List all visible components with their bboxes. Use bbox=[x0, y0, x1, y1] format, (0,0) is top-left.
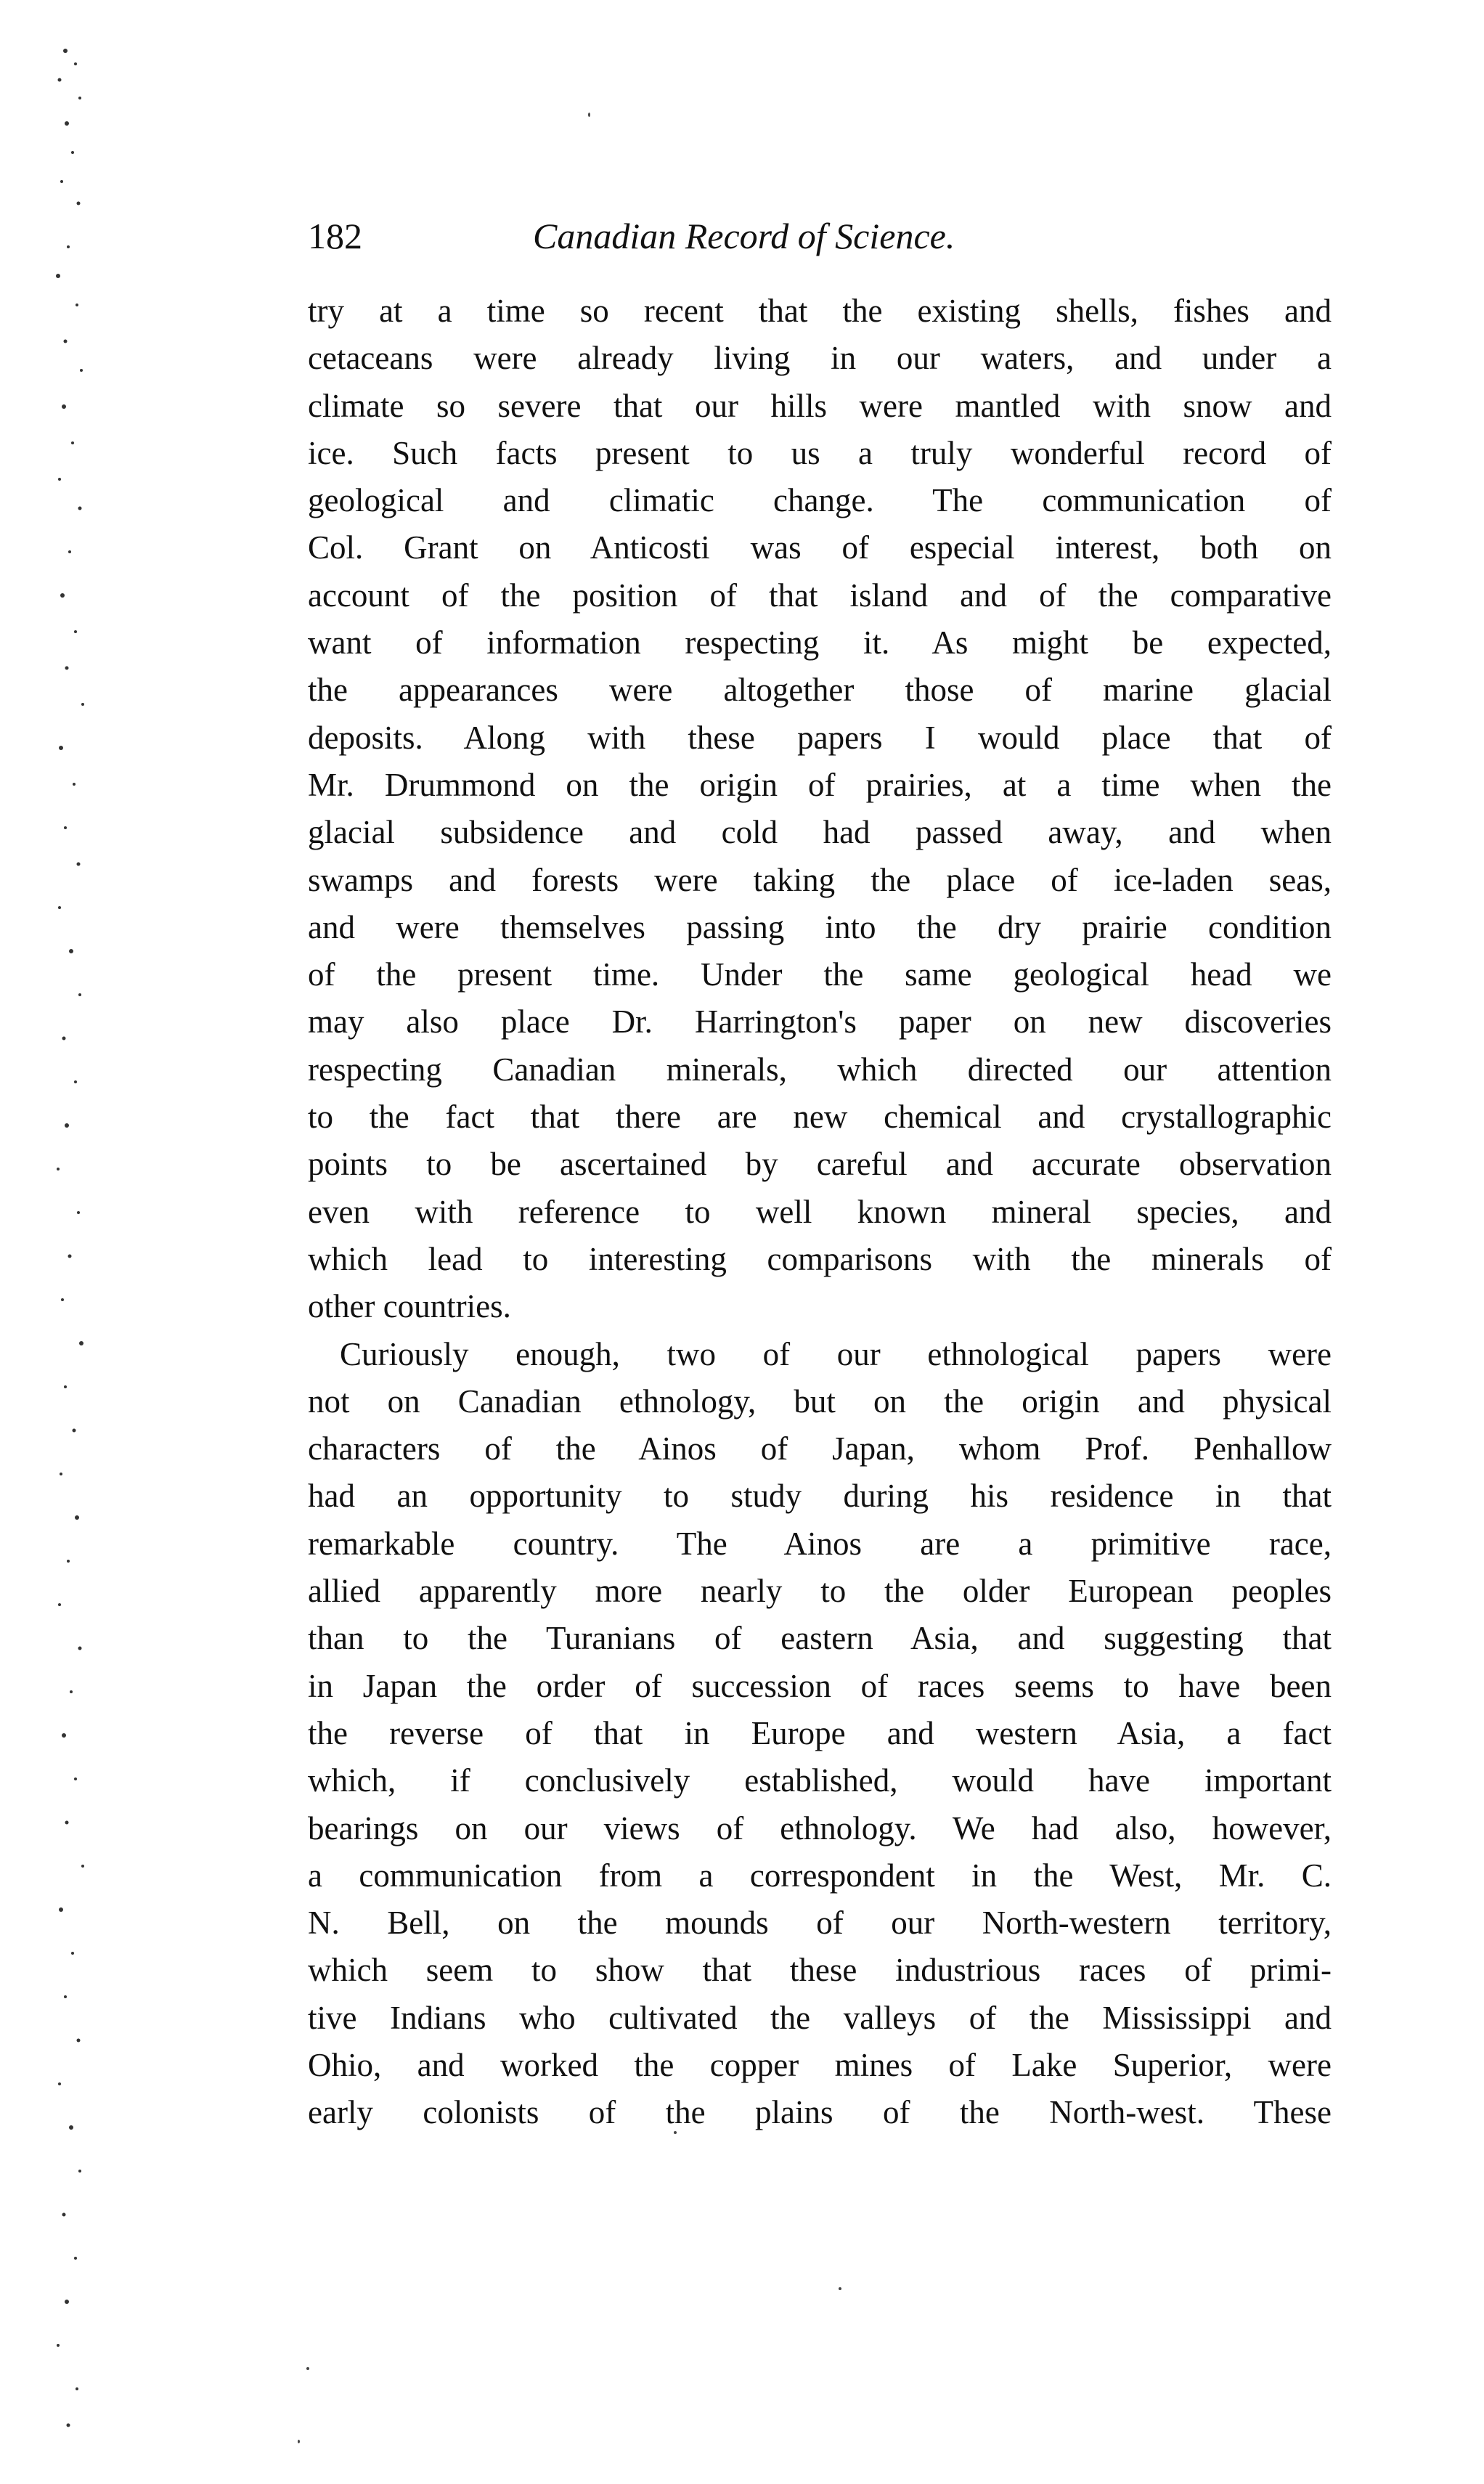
text-line: remarkable country. The Ainos are a primitive race, bbox=[308, 1525, 1332, 1562]
text-line: early colonists of the plains of the North-west. These bbox=[308, 2094, 1332, 2131]
binding-edge-speckles bbox=[51, 29, 102, 2454]
text-line: want of information respecting it. As might be expected, bbox=[308, 624, 1332, 661]
body-text bbox=[308, 288, 1332, 2137]
text-line: geological and climatic change. The communication of bbox=[308, 482, 1332, 519]
scan-speck bbox=[674, 2131, 677, 2134]
text-line: deposits. Along with these papers I would place that of bbox=[308, 719, 1332, 756]
paragraph bbox=[308, 1331, 1332, 2137]
text-line: which seem to show that these industrious races of primi- bbox=[308, 1952, 1332, 1989]
text-line: climate so severe that our hills were mantled with snow and bbox=[308, 387, 1332, 424]
text-line: Curiously enough, two of our ethnological papers were bbox=[340, 1335, 1332, 1372]
scan-speck bbox=[306, 2367, 309, 2370]
text-line: which lead to interesting comparisons with the minerals of bbox=[308, 1240, 1332, 1277]
text-line: Mr. Drummond on the origin of prairies, at a time when the bbox=[308, 766, 1332, 803]
paragraph bbox=[308, 288, 1332, 1331]
text-line: the reverse of that in Europe and western Asia, a fact bbox=[308, 1714, 1332, 1751]
running-title: Canadian Record of Science. bbox=[533, 216, 955, 256]
text-line: in Japan the order of succession of races seems to have been bbox=[308, 1667, 1332, 1704]
text-line: than to the Turanians of eastern Asia, and suggesting that bbox=[308, 1620, 1332, 1657]
text-line: had an opportunity to study during his residence in that bbox=[308, 1478, 1332, 1515]
text-line: which, if conclusively established, would have important bbox=[308, 1762, 1332, 1799]
page-header bbox=[308, 211, 1332, 261]
text-line: allied apparently more nearly to the older European peoples bbox=[308, 1573, 1332, 1610]
text-line: account of the position of that island and of the comparative bbox=[308, 577, 1332, 614]
text-line: the appearances were altogether those of marine glacial bbox=[308, 672, 1332, 709]
text-line: Col. Grant on Anticosti was of especial interest, both on bbox=[308, 529, 1332, 566]
text-line: may also place Dr. Harrington's paper on new discoveries bbox=[308, 1003, 1332, 1041]
text-line: points to be ascertained by careful and accurate observation bbox=[308, 1146, 1332, 1183]
text-line: cetaceans were already living in our waters, and under a bbox=[308, 340, 1332, 377]
text-line: not on Canadian ethnology, but on the origin and physical bbox=[308, 1383, 1332, 1420]
scan-speck bbox=[298, 2440, 300, 2443]
text-line: try at a time so recent that the existing shells, fishes and bbox=[308, 293, 1332, 329]
text-line: glacial subsidence and cold had passed away, and when bbox=[308, 814, 1332, 851]
text-line: respecting Canadian minerals, which directed our attention bbox=[308, 1051, 1332, 1088]
text-line: other countries. bbox=[308, 1288, 511, 1325]
text-line: of the present time. Under the same geological head we bbox=[308, 956, 1332, 993]
text-line: N. Bell, on the mounds of our North-western territory, bbox=[308, 1905, 1332, 1942]
text-line: swamps and forests were taking the place of ice-laden seas, bbox=[308, 861, 1332, 898]
text-line: to the fact that there are new chemical and crystallographic bbox=[308, 1099, 1332, 1136]
text-line: a communication from a correspondent in the West, Mr. C. bbox=[308, 1857, 1332, 1894]
text-line: tive Indians who cultivated the valleys of the Mississippi and bbox=[308, 1999, 1332, 2036]
scan-speck bbox=[588, 113, 590, 117]
text-line: ice. Such facts present to us a truly wonderful record of bbox=[308, 434, 1332, 471]
page-number: 182 bbox=[308, 216, 362, 256]
text-line: characters of the Ainos of Japan, whom Prof. Penhallow bbox=[308, 1430, 1332, 1467]
text-line: Ohio, and worked the copper mines of Lake Superior, were bbox=[308, 2046, 1332, 2083]
text-line: bearings on our views of ethnology. We had also, however, bbox=[308, 1809, 1332, 1846]
text-line: and were themselves passing into the dry prairie condition bbox=[308, 908, 1332, 945]
text-line: even with reference to well known mineral species, and bbox=[308, 1193, 1332, 1230]
scan-speck bbox=[839, 2287, 841, 2290]
